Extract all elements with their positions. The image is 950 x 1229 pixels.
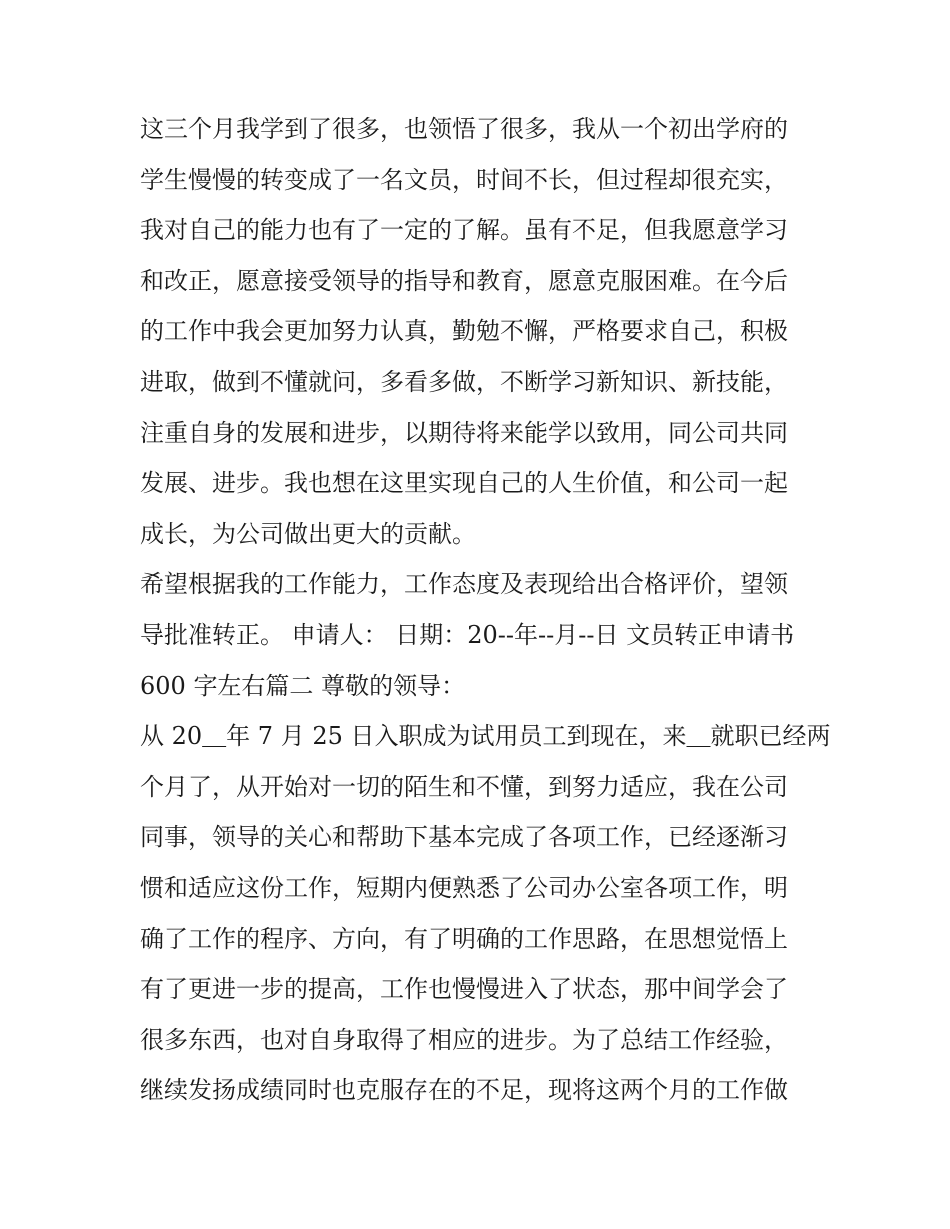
text-line: 我对自己的能力也有了一定的了解。虽有不足，但我愿意学习 xyxy=(140,216,788,245)
text-line: 个月了，从开始对一切的陌生和不懂，到努力适应，我在公司 xyxy=(140,772,788,801)
text-line: 成长，为公司做出更大的贡献。 xyxy=(140,519,476,548)
text-line: 惯和适应这份工作，短期内便熟悉了公司办公室各项工作，明 xyxy=(140,873,788,902)
text-line: 确了工作的程序、方向，有了明确的工作思路，在思想觉悟上 xyxy=(140,924,788,953)
text-line: 继续发扬成绩同时也克服存在的不足，现将这两个月的工作做 xyxy=(140,1076,788,1105)
text-line: 同事，领导的关心和帮助下基本完成了各项工作，已经逐渐习 xyxy=(140,823,788,852)
text-line: 注重自身的发展和进步，以期待将来能学以致用，同公司共同 xyxy=(140,418,788,447)
text-line: 这三个月我学到了很多，也领悟了很多，我从一个初出学府的 xyxy=(140,115,788,143)
text-line: 发展、进步。我也想在这里实现自己的人生价值，和公司一起 xyxy=(140,469,788,498)
text-line: 从 20＿年 7 月 25 日入职成为试用员工到现在，来＿就职已经两 xyxy=(140,722,831,751)
text-line: 有了更进一步的提高，工作也慢慢进入了状态，那中间学会了 xyxy=(140,975,788,1004)
text-line: 希望根据我的工作能力，工作态度及表现给出合格评价，望领 xyxy=(140,570,788,599)
text-line: 学生慢慢的转变成了一名文员，时间不长，但过程却很充实， xyxy=(140,165,788,194)
text-line: 600 字左右篇二 尊敬的领导： xyxy=(140,671,466,700)
text-line: 的工作中我会更加努力认真，勤勉不懈，严格要求自己，积极 xyxy=(140,317,788,346)
text-line: 导批准转正。 申请人： 日期：20--年--月--日 文员转正申请书 xyxy=(140,620,795,649)
text-line: 很多东西，也对自身取得了相应的进步。为了总结工作经验， xyxy=(140,1025,788,1054)
text-line: 和改正，愿意接受领导的指导和教育，愿意克服困难。在今后 xyxy=(140,266,788,295)
document-body xyxy=(140,104,831,1116)
text-line: 进取，做到不懂就问，多看多做，不断学习新知识、新技能， xyxy=(140,367,788,396)
